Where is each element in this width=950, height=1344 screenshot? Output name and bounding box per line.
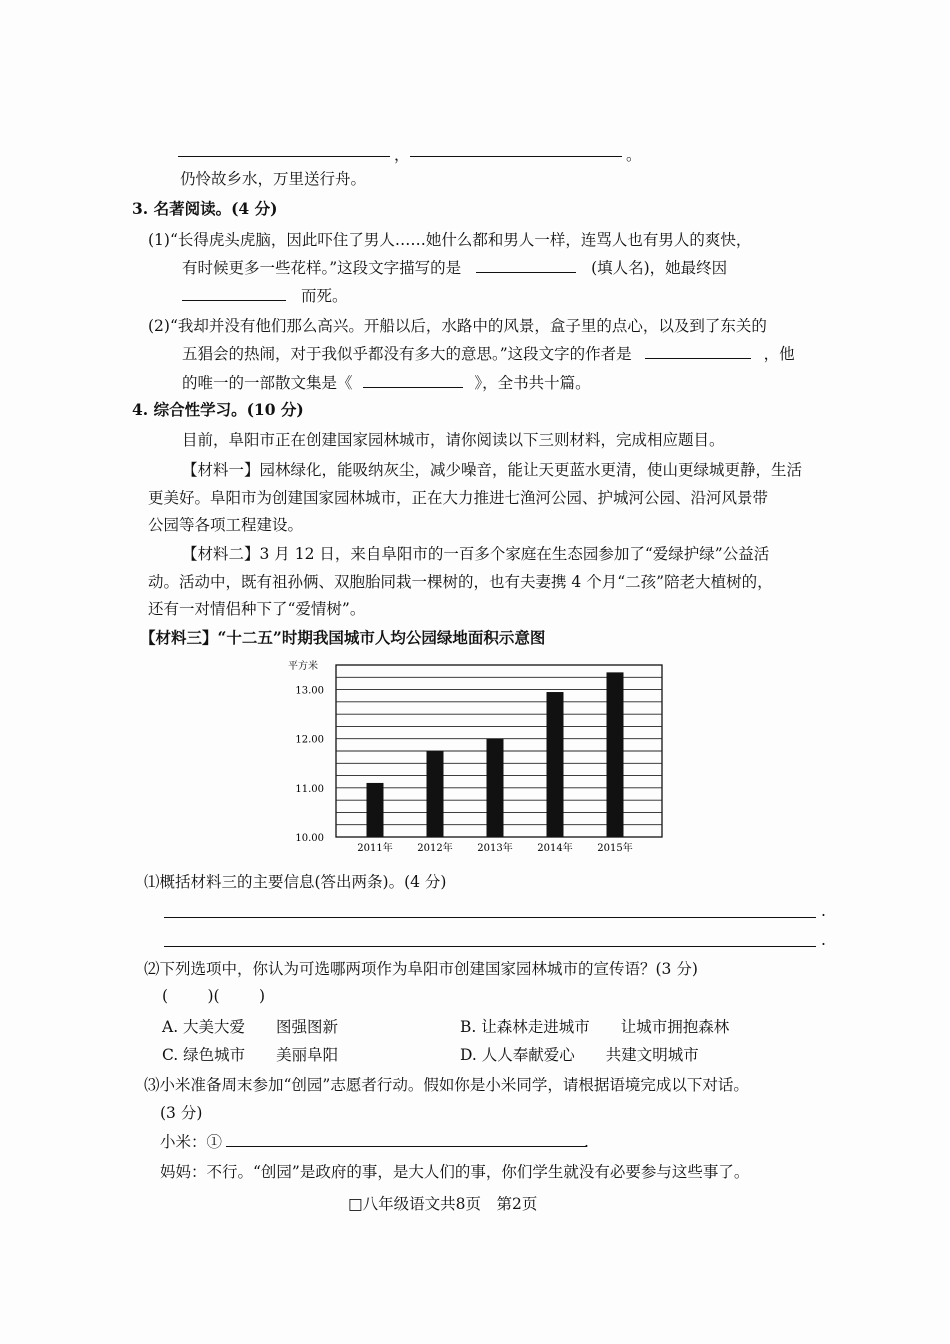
q3-p2-line3 — [182, 371, 591, 393]
answer-dot-1: . — [821, 902, 826, 920]
material1-line2: 更美好。阜阳市为创建国家园林城市，正在大力推进七渔河公园、护城河公园、沿河风景带 — [148, 489, 769, 507]
chart-bar — [547, 692, 564, 837]
q3-p2-line1: (2)“我却并没有他们那么高兴。开船以后，水路中的风景，盒子里的点心，以及到了东关的 — [148, 317, 767, 335]
q4-heading: 4. 综合性学习。(10 分) — [132, 400, 304, 419]
answer-blank-2[interactable] — [410, 156, 622, 157]
chart-bar — [487, 739, 504, 837]
y-tick-label: 11.00 — [295, 783, 324, 795]
choice-parens[interactable]: ( )( ) — [162, 987, 266, 1005]
q3-p1-line1: (1)“长得虎头虎脑，因此吓住了男人……她什么都和男人一样，连骂人也有男人的爽快， — [148, 231, 752, 249]
q3-p2-text-c: 的唯一的一部散文集是《 — [182, 374, 353, 392]
x-tick-label: 2011年 — [357, 843, 393, 854]
sub3-line1: ⑶小米准备周末参加“创园”志愿者行动。假如你是小米同学，请根据语境完成以下对话。 — [144, 1076, 749, 1094]
q3-p1-text-a: 有时候更多一些花样。”这段文字描写的是 — [182, 259, 462, 277]
q3-p2-line2 — [182, 342, 795, 364]
material2-line1: 【材料二】3 月 12 日，来自阜阳市的一百多个家庭在生态园参加了“爱绿护绿”公益活 — [182, 545, 770, 563]
option-b: B. 让森林走进城市 让城市拥抱森林 — [460, 1018, 730, 1036]
q3-p2-text-d: 》，全书共十篇。 — [474, 374, 591, 392]
book-blank[interactable] — [363, 373, 463, 388]
answer-line-1[interactable] — [164, 917, 816, 918]
answer-dot-2: . — [821, 931, 826, 949]
chart-bar — [367, 783, 384, 837]
q3-p1-text-c: 而死。 — [300, 287, 348, 305]
option-a: A. 大美大爱 图强图新 — [162, 1018, 339, 1036]
page-footer: □八年级语文共8页 第2页 — [348, 1195, 538, 1213]
q3-p2-text-b: ，他 — [763, 345, 795, 363]
y-axis-label: 平方米 — [288, 661, 318, 672]
option-d: D. 人人奉献爱心 共建文明城市 — [460, 1046, 699, 1064]
sub3-line2: (3 分) — [160, 1104, 203, 1122]
xiaomi-answer-dot: . — [584, 1133, 589, 1151]
chart-bar — [607, 672, 624, 837]
material1-line3: 公园等各项工程建设。 — [148, 516, 304, 534]
xiaomi-label: 小米：① — [160, 1133, 223, 1151]
y-tick-label: 10.00 — [295, 833, 324, 844]
answer-line-2[interactable] — [164, 946, 816, 947]
q3-heading: 3. 名著阅读。(4 分) — [132, 199, 278, 218]
x-tick-label: 2012年 — [417, 843, 453, 854]
x-tick-label: 2015年 — [597, 843, 633, 854]
cause-blank[interactable] — [182, 286, 286, 301]
q3-p1-line3 — [182, 284, 347, 306]
q3-p1-text-b: (填人名)，她最终因 — [591, 259, 728, 277]
author-blank[interactable] — [645, 344, 751, 359]
name-blank[interactable] — [476, 258, 576, 273]
sub2-question: ⑵下列选项中，你认为可选哪两项作为阜阳市创建国家园林城市的宣传语？(3 分) — [144, 960, 698, 978]
sub1-question: ⑴概括材料三的主要信息(答出两条)。(4 分) — [144, 873, 447, 891]
answer-blank-1[interactable] — [178, 156, 390, 157]
chart-bar — [427, 751, 444, 837]
period: 。 — [626, 146, 642, 164]
xiaomi-answer-line[interactable] — [226, 1146, 586, 1147]
q4-intro: 目前，阜阳市正在创建国家园林城市，请你阅读以下三则材料，完成相应题目。 — [182, 431, 725, 449]
y-tick-label: 13.00 — [295, 685, 324, 697]
material2-line3: 还有一对情侣种下了“爱情树”。 — [148, 600, 366, 618]
green-area-bar-chart — [270, 655, 690, 865]
material3-title: 【材料三】“十二五”时期我国城市人均公园绿地面积示意图 — [140, 628, 546, 647]
x-tick-label: 2014年 — [537, 843, 573, 854]
poem-line: 仍怜故乡水，万里送行舟。 — [180, 170, 367, 188]
comma: ， — [394, 146, 410, 164]
option-c: C. 绿色城市 美丽阜阳 — [162, 1046, 339, 1064]
y-tick-label: 12.00 — [295, 734, 324, 746]
q3-p2-text-a: 五猖会的热闹，对于我似乎都没有多大的意思。”这段文字的作者是 — [182, 345, 632, 363]
x-tick-label: 2013年 — [477, 843, 513, 854]
material2-line2: 动。活动中，既有祖孙俩、双胞胎同栽一棵树的，也有夫妻携 4 个月“二孩”陪老大植树的， — [148, 573, 773, 591]
material1-line1: 【材料一】园林绿化，能吸纳灰尘，减少噪音，能让天更蓝水更清，使山更绿城更静，生活 — [182, 461, 803, 479]
q3-p1-line2 — [182, 256, 727, 278]
mama-line: 妈妈：不行。“创园”是政府的事，是大人们的事，你们学生就没有必要参与这些事了。 — [160, 1163, 750, 1181]
